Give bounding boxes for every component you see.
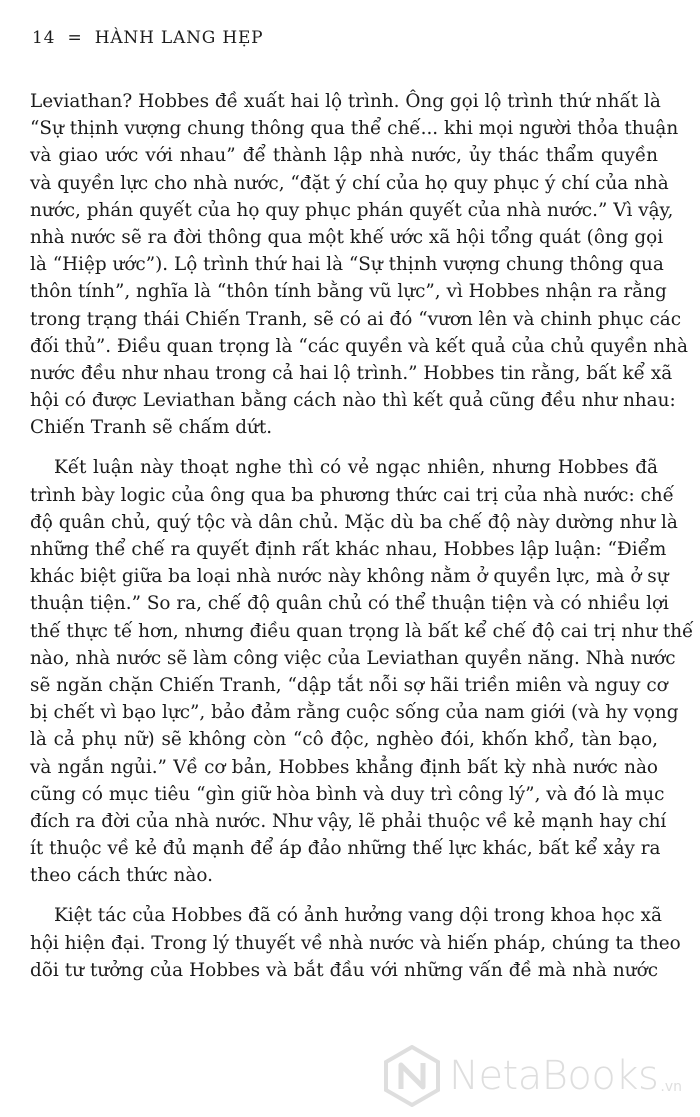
paragraph (30, 902, 681, 984)
paragraph-gap (30, 889, 658, 902)
text-line: và ngắn ngủi.” Về cơ bản, Hobbes khẳng định bất kỳ nhà nước nào (30, 756, 658, 778)
text-line: cũng có mục tiêu “gìn giữ hòa bình và duy trì công lý”, và đó là mục (30, 783, 665, 805)
text-line: là “Hiệp ước”). Lộ trình thứ hai là “Sự thịnh vượng chung thông qua (30, 254, 664, 276)
text-line: những thể chế ra quyết định rất khác nhau, Hobbes lập luận: “Điểm (30, 539, 667, 560)
text-line: nào, nhà nước sẽ làm công việc của Leviathan quyền năng. Nhà nước (30, 647, 676, 669)
netabooks-logo-icon (383, 1045, 441, 1107)
text-line: và giao ước với nhau” để thành lập nhà nước, ủy thác thẩm quyền (30, 145, 658, 167)
text-line: bị chết vì bạo lực”, bảo đảm rằng cuộc sống của nam giới (và hy vọng (30, 702, 679, 724)
text-line: Kết luận này thoạt nghe thì có vẻ ngạc nhiên, nhưng Hobbes đã (54, 457, 658, 479)
text-line: đối thủ”. Điều quan trọng là “các quyền và kết quả của chủ quyền nhà (30, 335, 688, 357)
book-title: HÀNH LANG HẸP (94, 28, 264, 48)
page-number: 14 (32, 28, 56, 48)
text-line: trong trạng thái Chiến Tranh, sẽ có ai đó “vươn lên và chinh phục các (30, 308, 682, 330)
text-line: nhà nước sẽ ra đời thông qua một khế ước xã hội tổng quát (ông gọi (30, 226, 664, 248)
watermark (383, 1045, 682, 1107)
text-line: hội hiện đại. Trong lý thuyết về nhà nước và hiến pháp, chúng ta theo (30, 932, 681, 954)
text-line: thôn tính”, nghĩa là “thôn tính bằng vũ lực”, vì Hobbes nhận ra rằng (30, 281, 667, 303)
paragraph-gap (30, 441, 658, 454)
text-line: và quyền lực cho nhà nước, “đặt ý chí của họ quy phục ý chí của nhà (30, 172, 669, 194)
text-line: khác biệt giữa ba loại nhà nước này không nằm ở quyền lực, mà ở sự (30, 566, 669, 588)
text-line: Kiệt tác của Hobbes đã có ảnh hưởng vang dội trong khoa học xã (54, 905, 662, 927)
text-line: dõi tư tưởng của Hobbes và bắt đầu với những vấn đề mà nhà nước (30, 959, 658, 981)
text-line: Chiến Tranh sẽ chấm dứt. (30, 417, 273, 439)
text-line: độ quân chủ, quý tộc và dân chủ. Mặc dù ba chế độ này dường như là (30, 511, 678, 533)
watermark-brand: NetaBooks (449, 1053, 659, 1099)
text-line: “Sự thịnh vượng chung thông qua thể chế... khi mọi người thỏa thuận (30, 118, 679, 140)
text-line: ít thuộc về kẻ đủ mạnh để áp đảo những thế lực khác, bất kể xảy ra (30, 838, 661, 860)
paragraph (30, 88, 688, 441)
text-line: theo cách thức nào. (30, 865, 213, 887)
text-line: trình bày logic của ông qua ba phương thức cai trị của nhà nước: chế (30, 484, 674, 506)
header-separator: = (67, 28, 83, 48)
text-line: hội có được Leviathan bằng cách nào thì kết quả cũng đều như nhau: (30, 390, 676, 412)
text-line: nước, phán quyết của họ quy phục phán quyết của nhà nước.” Vì vậy, (30, 199, 674, 221)
text-line: Leviathan? Hobbes đề xuất hai lộ trình. Ông gọi lộ trình thứ nhất là (30, 91, 661, 112)
text-line: là cả phụ nữ) sẽ không còn “cô độc, nghèo đói, khốn khổ, tàn bạo, (30, 729, 658, 751)
text-line: nước đều như nhau trong cả hai lộ trình.” Hobbes tin rằng, bất kể xã (30, 362, 673, 384)
text-line: thế thực tế hơn, nhưng điều quan trọng là bất kể chế độ cai trị như thế (30, 620, 694, 642)
running-header (32, 28, 263, 48)
body-text (30, 88, 694, 984)
watermark-tld: .vn (660, 1079, 682, 1095)
text-line: sẽ ngăn chặn Chiến Tranh, “dập tắt nỗi sợ hãi triền miên và nguy cơ (30, 674, 668, 696)
text-line: thuận tiện.” So ra, chế độ quân chủ có thể thuận tiện và có nhiều lợi (30, 593, 669, 615)
text-line: đích ra đời của nhà nước. Như vậy, lẽ phải thuộc về kẻ mạnh hay chí (30, 810, 667, 832)
paragraph (30, 454, 694, 889)
